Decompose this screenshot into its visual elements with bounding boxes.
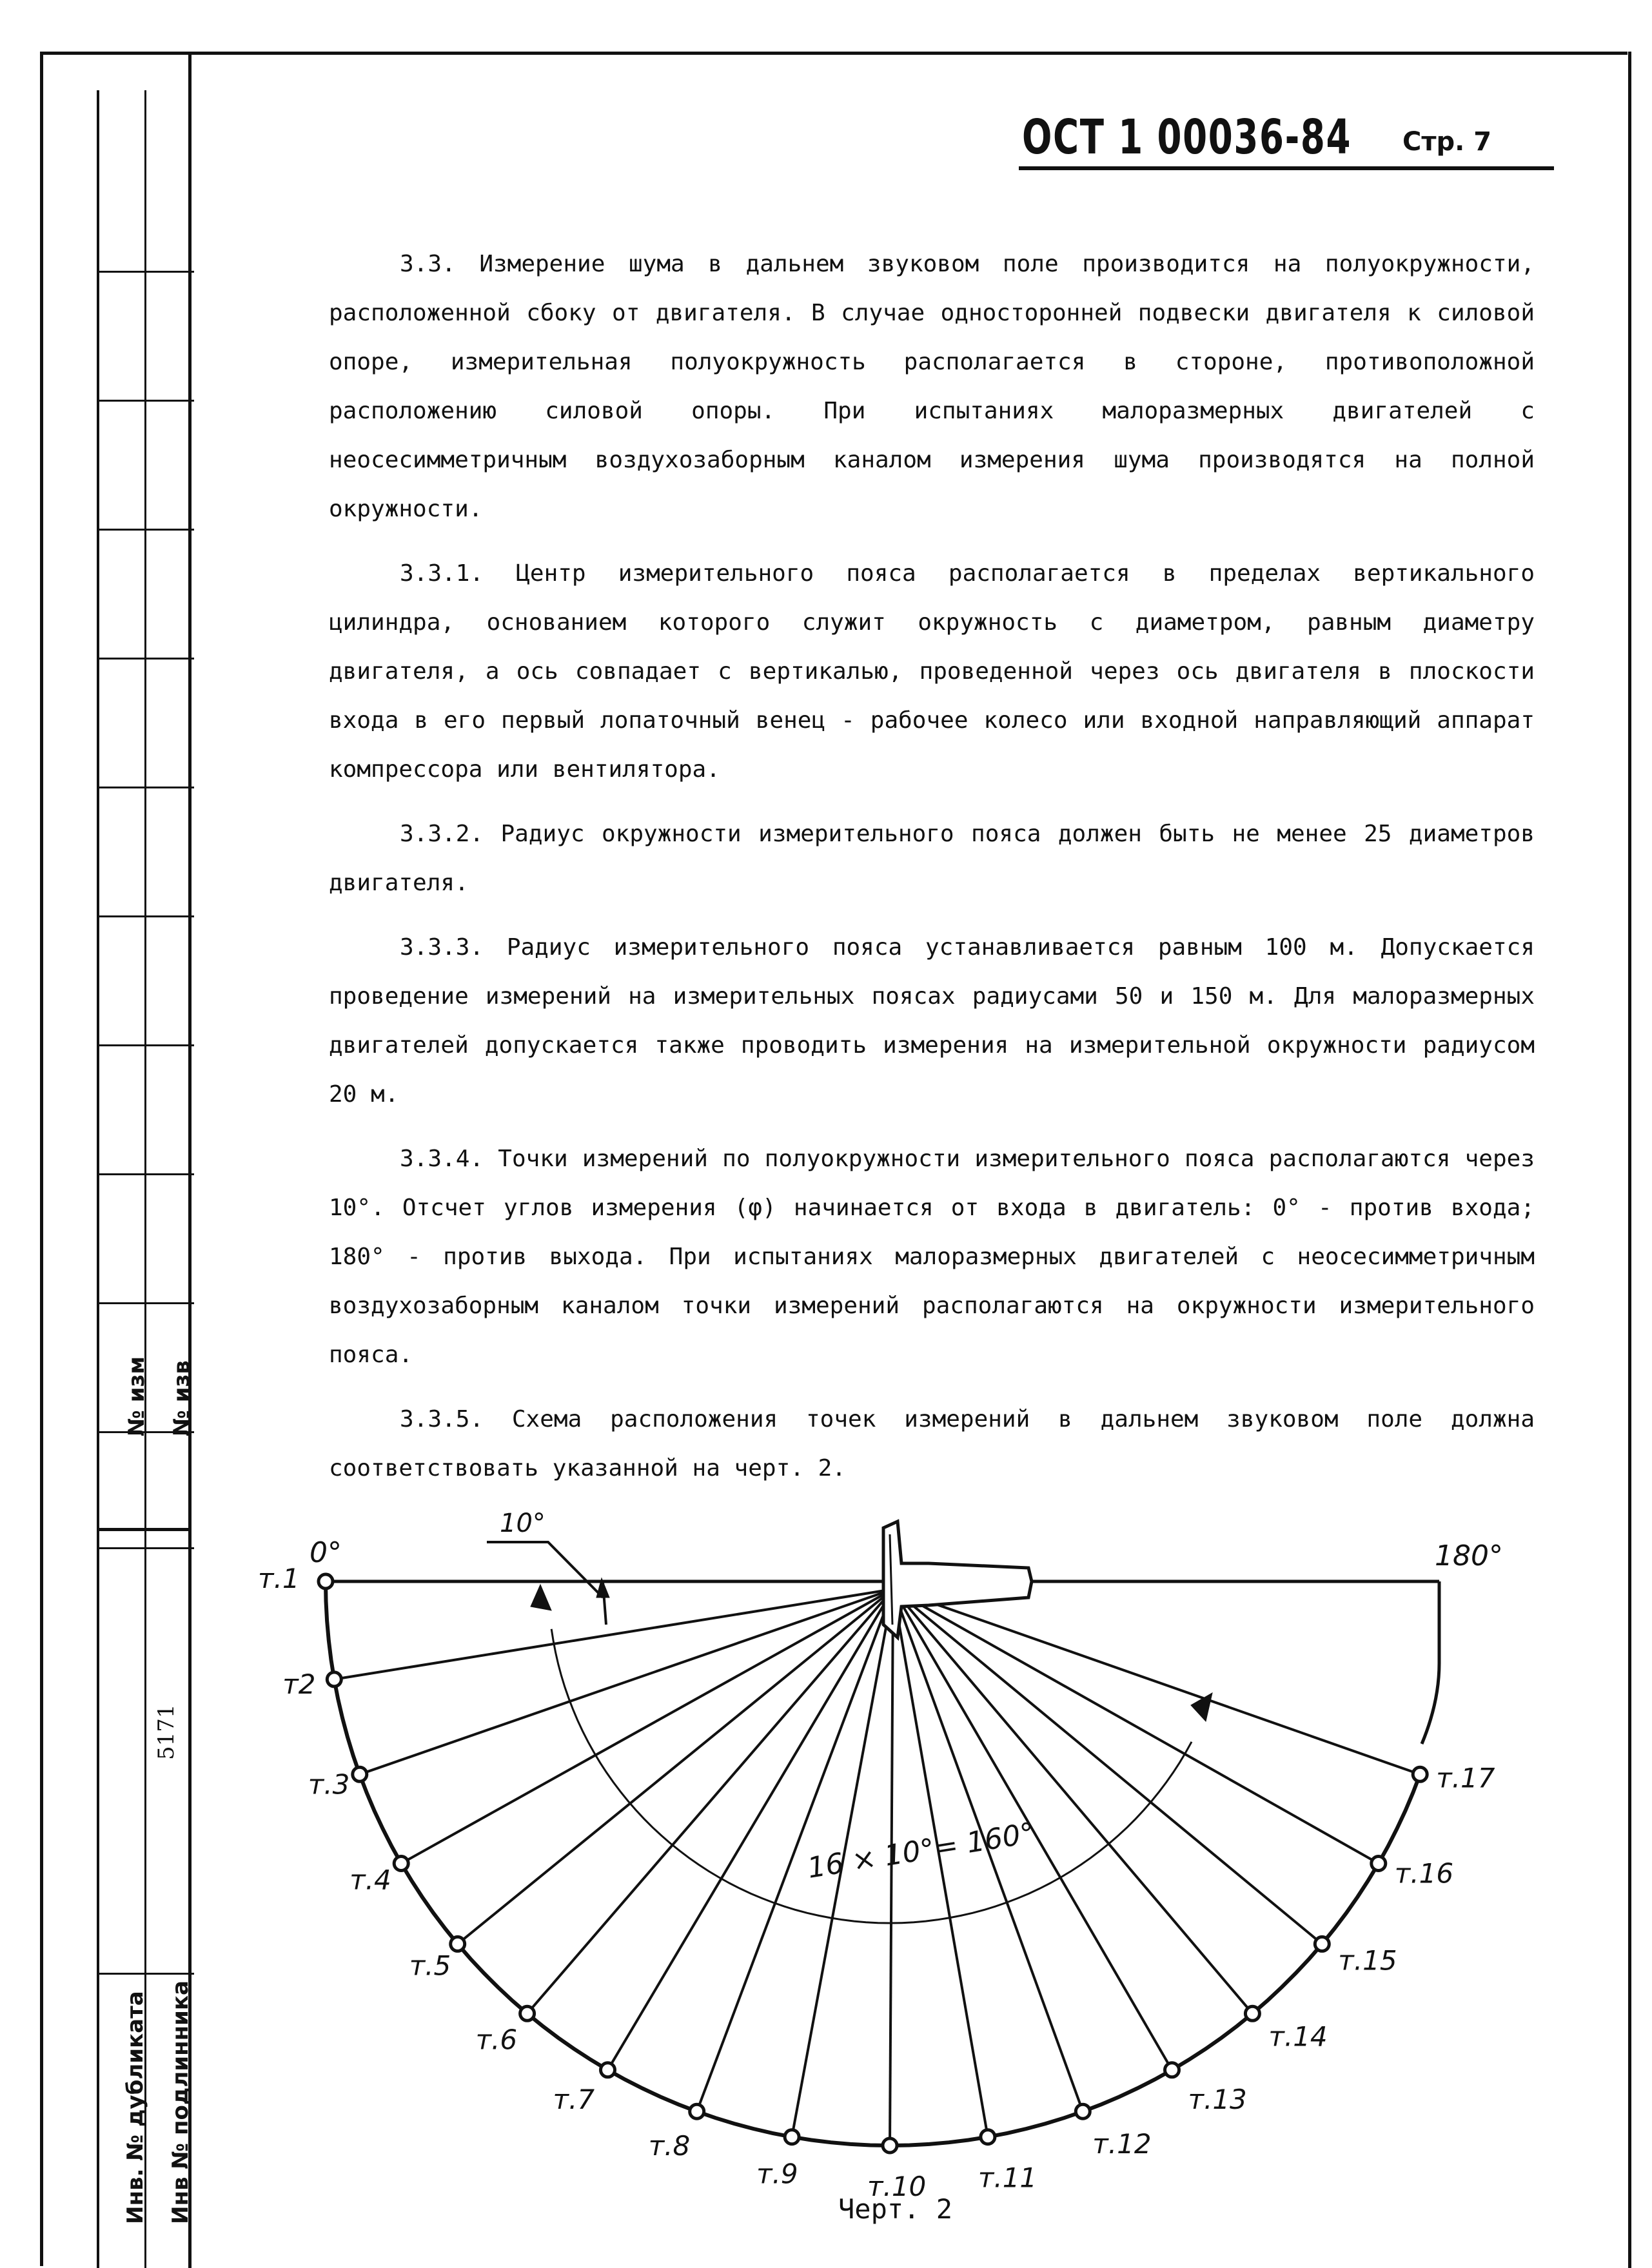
diagram-geometry [319, 1521, 1439, 2153]
measurement-ray [334, 1589, 893, 1679]
measurement-point [690, 2104, 704, 2118]
point-label: т2 [282, 1668, 316, 1700]
point-label: т.9 [756, 2158, 798, 2190]
point-label: т.10 [867, 2171, 927, 2202]
measurement-point [451, 1937, 465, 1951]
paragraph-3-3: 3.3. Измерение шума в дальнем звуковом поле производится на полуокружности, расположенной сбоку от двигателя. В случае односторонней подвески двигателя к силовой опоре, измерительная полуокружность располагается в стороне, противоположной расположению силовой опоры. При испытаниях малоразмерных двигателей с неосесимметричным воздухозаборным каналом измерения шума производятся на полной окружности. [329, 251, 1535, 522]
measurement-ray [893, 1589, 1379, 1864]
point-label: т.5 [409, 1950, 451, 1982]
paragraph-3-3-5: 3.3.5. Схема расположения точек измерений в дальнем звуковом поле должна соответствовать указанной на черт. 2. [329, 1406, 1535, 1481]
duplicate-inv-label: Инв. № дубликата [123, 1991, 148, 2224]
paragraph-3-3-4: 3.3.4. Точки измерений по полуокружности измерительного пояса располагаются через 10°. Отсчет углов измерения (φ) начинается от входа в двигатель: 0° - против входа; 180° - против выхода. При испытаниях малоразмерных двигателей с неосесимметричным воздухозаборным каналом точки измерений располагаются на окружности измерительного пояса. [329, 1146, 1535, 1368]
paragraph-3-3-3: 3.3.3. Радиус измерительного пояса устанавливается равным 100 м. Допускается проведение измерений на измерительных поясах радиусами 50 и 150 м. Для малоразмерных двигателей допускается также проводить измерения на измерительной окружности радиусом 20 м. [329, 934, 1535, 1108]
measurement-point [601, 2063, 615, 2077]
measurement-point [1413, 1767, 1427, 1781]
page-number: Стр. 7 [1402, 127, 1492, 157]
step-label: 10° [500, 1509, 546, 1538]
point-label: т.12 [1092, 2128, 1152, 2160]
measurement-point [1315, 1937, 1329, 1951]
point-label: т.14 [1268, 2020, 1328, 2053]
document-code: ОСТ 1 00036-84 [1022, 110, 1352, 165]
point-label: т.3 [308, 1768, 350, 1801]
paragraph-3-3-1: 3.3.1. Центр измерительного пояса располагается в пределах вертикального цилиндра, основанием которого служит окружность с диаметром, равным диаметру двигателя, а ось совпадает с вертикалью, проведенной через ось двигателя в плоскости входа в его первый лопаточный венец - рабочее колесо или входной направляющий аппарат компрессора или вентилятора. [329, 560, 1535, 783]
measurement-point [1372, 1857, 1386, 1871]
measurement-point [981, 2130, 995, 2144]
measurement-point [319, 1574, 333, 1589]
point-label: т.7 [553, 2083, 595, 2115]
sweep-arrow-start [531, 1585, 551, 1610]
measurement-point [327, 1672, 341, 1686]
sweep-label: 16 × 10°= 160° [805, 1816, 1037, 1885]
measurement-point [785, 2130, 799, 2144]
point-label: т.8 [648, 2130, 691, 2162]
measurement-point [1245, 2006, 1259, 2020]
measurement-point [353, 1767, 367, 1781]
notice-no-label: № изв [169, 1360, 195, 1436]
measurement-point [520, 2006, 535, 2020]
change-no-label: № изм [124, 1356, 150, 1436]
point-label: т.15 [1338, 1944, 1397, 1977]
point-label: т.16 [1394, 1857, 1454, 1890]
point-label: т.17 [1436, 1762, 1495, 1794]
measurement-point [394, 1857, 408, 1871]
point-label: т.13 [1188, 2083, 1247, 2115]
measurement-ray [608, 1589, 894, 2070]
point-label: т.4 [349, 1864, 391, 1896]
original-inv-label: Инв № подлинника [168, 1980, 193, 2224]
angle-end-label: 180° [1435, 1540, 1503, 1572]
point-label: т.1 [258, 1563, 300, 1594]
figure-caption: Черт. 2 [838, 2193, 953, 2225]
original-inv-value: 5171 [153, 1704, 179, 1760]
measurement-point [1076, 2104, 1090, 2118]
measurement-point [1165, 2063, 1179, 2077]
right-boundary [1422, 1581, 1439, 1744]
paragraph-3-3-2: 3.3.2. Радиус окружности измерительного пояса должен быть не менее 25 диаметров двигателя. [329, 821, 1535, 896]
measurement-point [883, 2138, 897, 2153]
step-leader [487, 1542, 603, 1598]
point-label: т.6 [475, 2024, 518, 2056]
angle-start-label: 0° [310, 1536, 342, 1569]
point-label: т.11 [978, 2162, 1037, 2194]
